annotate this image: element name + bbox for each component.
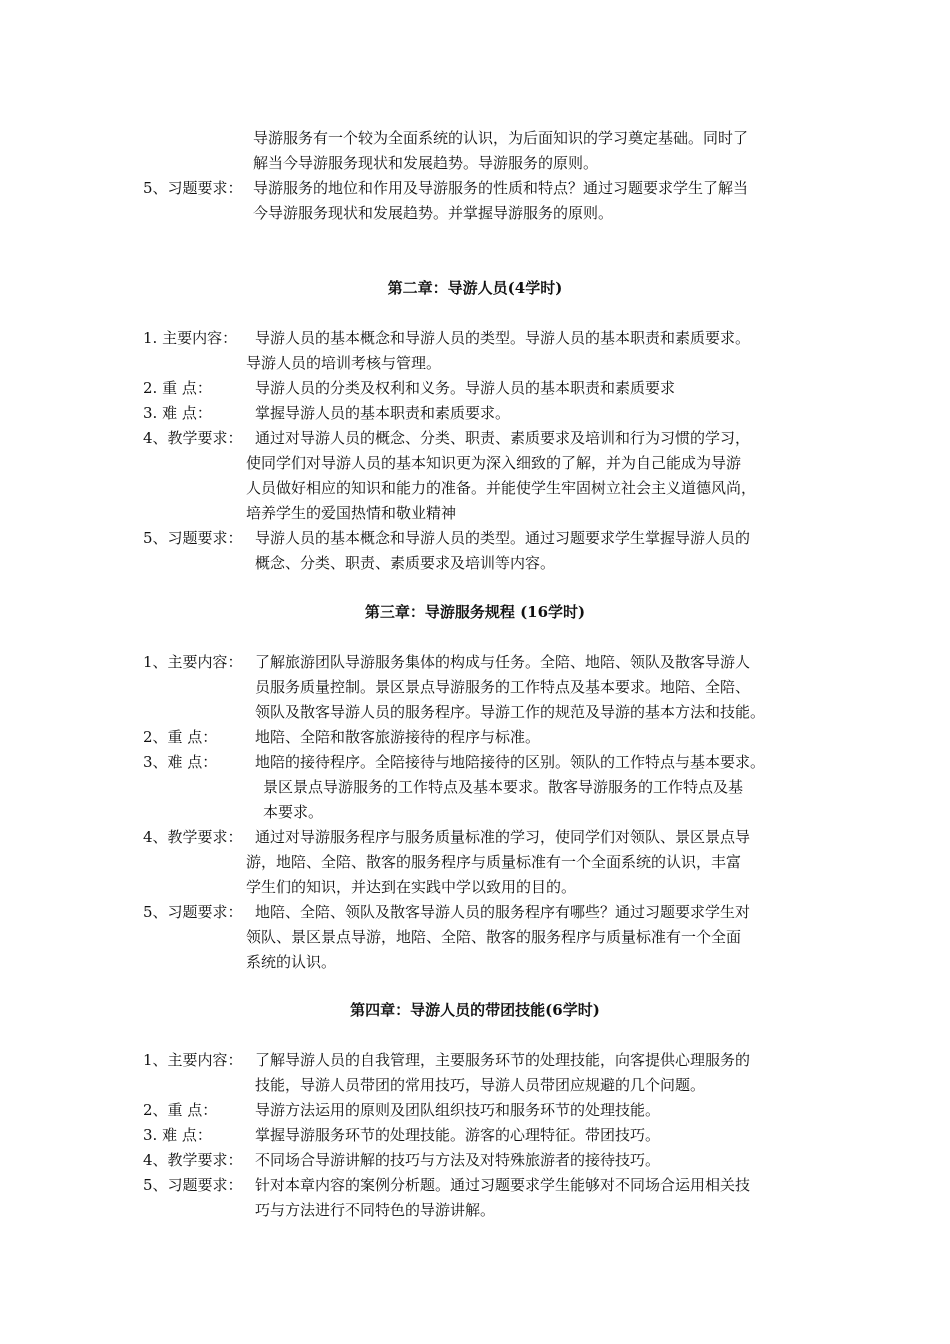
ch3-item5-label: 5、习题要求： — [143, 903, 243, 921]
ch4-item4-line-1: 不同场合导游讲解的技巧与方法及对特殊旅游者的接待技巧。 — [255, 1151, 661, 1169]
ch4-item1-label: 1、主要内容： — [143, 1051, 243, 1069]
ch2-item5-line-1: 导游人员的基本概念和导游人员的类型。通过习题要求学生掌握导游人员的 — [255, 529, 751, 547]
ch4-item2-line-1: 导游方法运用的原则及团队组织技巧和服务环节的处理技能。 — [255, 1101, 661, 1119]
ch2-item4-line-3: 人员做好相应的知识和能力的准备。并能使学生牢固树立社会主义道德风尚， — [246, 479, 757, 497]
ch2-item1-label: 1. 主要内容： — [143, 329, 238, 347]
ch4-item5-line-1: 针对本章内容的案例分析题。通过习题要求学生能够对不同场合运用相关技 — [255, 1176, 751, 1194]
ch3-item2-line-1: 地陪、全陪和散客旅游接待的程序与标准。 — [255, 728, 541, 746]
ch3-item3-line-1: 地陪的接待程序。全陪接待与地陪接待的区别。领队的工作特点与基本要求。 — [255, 753, 766, 771]
ch4-item2-label: 2、重 点： — [143, 1101, 218, 1119]
ch3-item1-label: 1、主要内容： — [143, 653, 243, 671]
ch2-item4-line-1: 通过对导游人员的概念、分类、职责、素质要求及培训和行为习惯的学习， — [255, 429, 751, 447]
ch2-item3-line-1: 掌握导游人员的基本职责和素质要求。 — [255, 404, 511, 422]
ch2-item3-label: 3. 难 点： — [143, 404, 212, 422]
ch3-item5-line-1: 地陪、全陪、领队及散客导游人员的服务程序有哪些？通过习题要求学生对 — [255, 903, 751, 921]
intro-line-2: 解当今导游服务现状和发展趋势。导游服务的原则。 — [253, 154, 599, 172]
intro-item5-line-2: 今导游服务现状和发展趋势。并掌握导游服务的原则。 — [253, 204, 614, 222]
ch3-item4-label: 4、教学要求： — [143, 828, 243, 846]
ch3-item4-line-1: 通过对导游服务程序与服务质量标准的学习，使同学们对领队、景区景点导 — [255, 828, 751, 846]
ch2-item1-line-1: 导游人员的基本概念和导游人员的类型。导游人员的基本职责和素质要求。 — [255, 329, 751, 347]
ch2-item4-line-2: 使同学们对导游人员的基本知识更为深入细致的了解，并为自己能成为导游 — [246, 454, 742, 472]
intro-item5-line-1: 导游服务的地位和作用及导游服务的性质和特点？通过习题要求学生了解当 — [253, 179, 749, 197]
ch3-item3-label: 3、难 点： — [143, 753, 218, 771]
ch2-item4-line-4: 培养学生的爱国热情和敬业精神 — [246, 504, 457, 522]
chapter-4-title: 第四章：导游人员的带团技能(6学时) — [350, 1001, 600, 1019]
chapter-3-title: 第三章：导游服务规程 (16学时) — [364, 603, 586, 621]
ch3-item2-label: 2、重 点： — [143, 728, 218, 746]
ch3-item3-line-2: 景区景点导游服务的工作特点及基本要求。散客导游服务的工作特点及基 — [263, 778, 744, 796]
ch3-item1-line-1: 了解旅游团队导游服务集体的构成与任务。全陪、地陪、领队及散客导游人 — [255, 653, 751, 671]
ch3-item5-line-2: 领队、景区景点导游，地陪、全陪、散客的服务程序与质量标准有一个全面 — [246, 928, 742, 946]
ch4-item5-line-2: 巧与方法进行不同特色的导游讲解。 — [255, 1201, 496, 1219]
intro-line-1: 导游服务有一个较为全面系统的认识，为后面知识的学习奠定基础。同时了 — [253, 129, 749, 147]
ch2-item5-label: 5、习题要求： — [143, 529, 243, 547]
ch2-item2-line-1: 导游人员的分类及权利和义务。导游人员的基本职责和素质要求 — [255, 379, 676, 397]
ch3-item3-line-3: 本要求。 — [263, 803, 324, 821]
chapter-2-title: 第二章：导游人员(4学时) — [387, 279, 563, 297]
ch4-item3-label: 3. 难 点： — [143, 1126, 212, 1144]
ch4-item4-label: 4、教学要求： — [143, 1151, 243, 1169]
ch4-item3-line-1: 掌握导游服务环节的处理技能。游客的心理特征。带团技巧。 — [255, 1126, 661, 1144]
ch3-item4-line-3: 学生们的知识，并达到在实践中学以致用的目的。 — [246, 878, 577, 896]
intro-item5-label: 5、习题要求： — [143, 179, 243, 197]
ch2-item5-line-2: 概念、分类、职责、素质要求及培训等内容。 — [255, 554, 556, 572]
ch2-item4-label: 4、教学要求： — [143, 429, 243, 447]
ch3-item1-line-2: 员服务质量控制。景区景点导游服务的工作特点及基本要求。地陪、全陪、 — [255, 678, 751, 696]
ch4-item1-line-2: 技能，导游人员带团的常用技巧，导游人员带团应规避的几个问题。 — [255, 1076, 706, 1094]
ch3-item1-line-3: 领队及散客导游人员的服务程序。导游工作的规范及导游的基本方法和技能。 — [255, 703, 766, 721]
ch3-item5-line-3: 系统的认识。 — [246, 953, 337, 971]
ch4-item1-line-1: 了解导游人员的自我管理，主要服务环节的处理技能，向客提供心理服务的 — [255, 1051, 751, 1069]
ch2-item1-line-2: 导游人员的培训考核与管理。 — [246, 354, 442, 372]
ch4-item5-label: 5、习题要求： — [143, 1176, 243, 1194]
ch2-item2-label: 2. 重 点： — [143, 379, 212, 397]
ch3-item4-line-2: 游，地陪、全陪、散客的服务程序与质量标准有一个全面系统的认识，丰富 — [246, 853, 742, 871]
